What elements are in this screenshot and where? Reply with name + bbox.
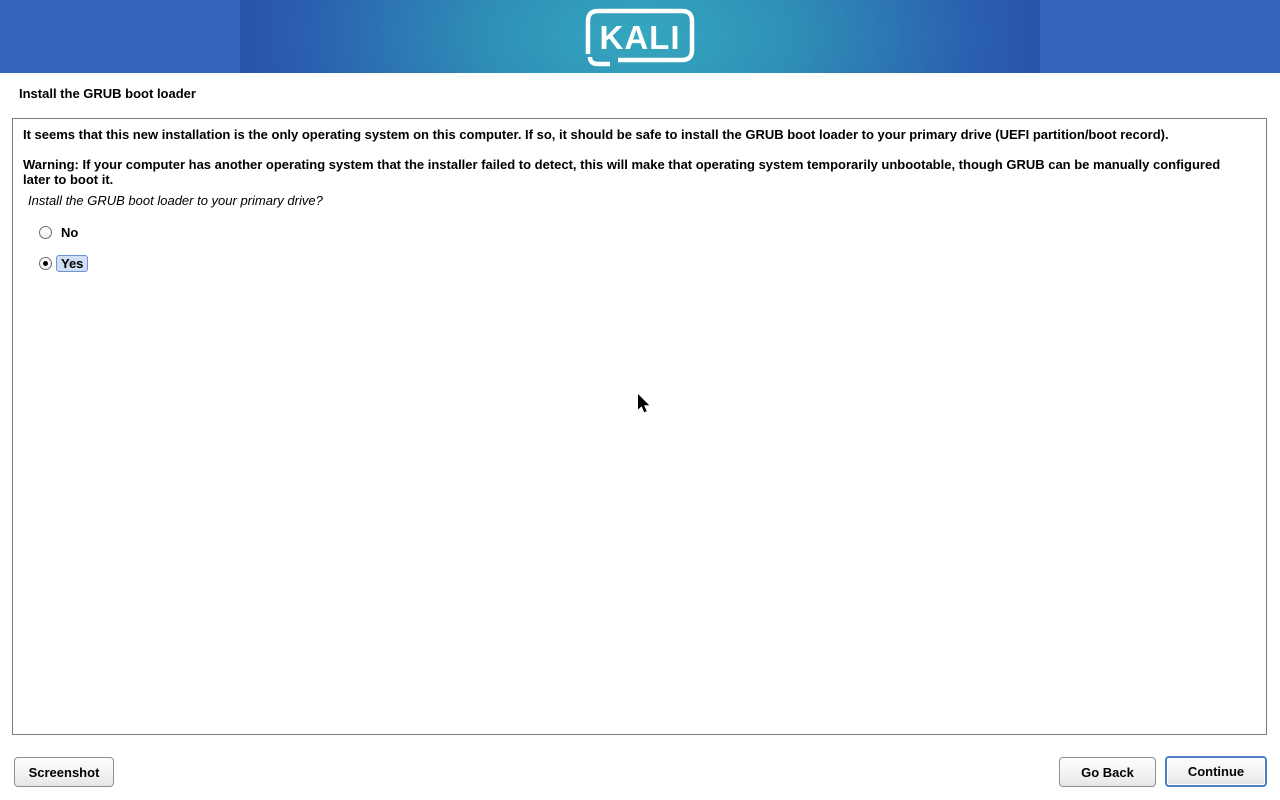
radio-option-yes[interactable] bbox=[39, 254, 1238, 272]
grub-warning-paragraph: Warning: If your computer has another operating system that the installer failed to detect, this will make that operating system temporarily unbootable, though GRUB can be manually configured later to boot it. bbox=[23, 157, 1221, 187]
page-title: Install the GRUB boot loader bbox=[19, 86, 196, 101]
radio-button-no[interactable] bbox=[39, 226, 52, 239]
dialog-panel bbox=[12, 118, 1267, 735]
radio-label-yes[interactable]: Yes bbox=[56, 255, 88, 272]
continue-button[interactable]: Continue bbox=[1165, 756, 1267, 787]
kali-logo-icon bbox=[581, 7, 699, 67]
radio-button-yes[interactable] bbox=[39, 257, 52, 270]
radio-option-no[interactable] bbox=[39, 223, 1238, 241]
header-banner bbox=[0, 0, 1280, 73]
go-back-button[interactable]: Go Back bbox=[1059, 757, 1156, 787]
kali-logo-text: KALI bbox=[599, 18, 681, 56]
banner-gradient bbox=[240, 0, 1040, 73]
dialog-text bbox=[13, 119, 1266, 272]
screenshot-button[interactable]: Screenshot bbox=[14, 757, 114, 787]
mouse-cursor-icon bbox=[637, 393, 651, 414]
grub-question: Install the GRUB boot loader to your primary drive? bbox=[28, 193, 323, 208]
grub-info-paragraph: It seems that this new installation is the only operating system on this computer. If so, it should be safe to install the GRUB boot loader to your primary drive (UEFI partition/boot record). bbox=[23, 127, 1169, 142]
radio-label-no[interactable]: No bbox=[61, 224, 79, 240]
